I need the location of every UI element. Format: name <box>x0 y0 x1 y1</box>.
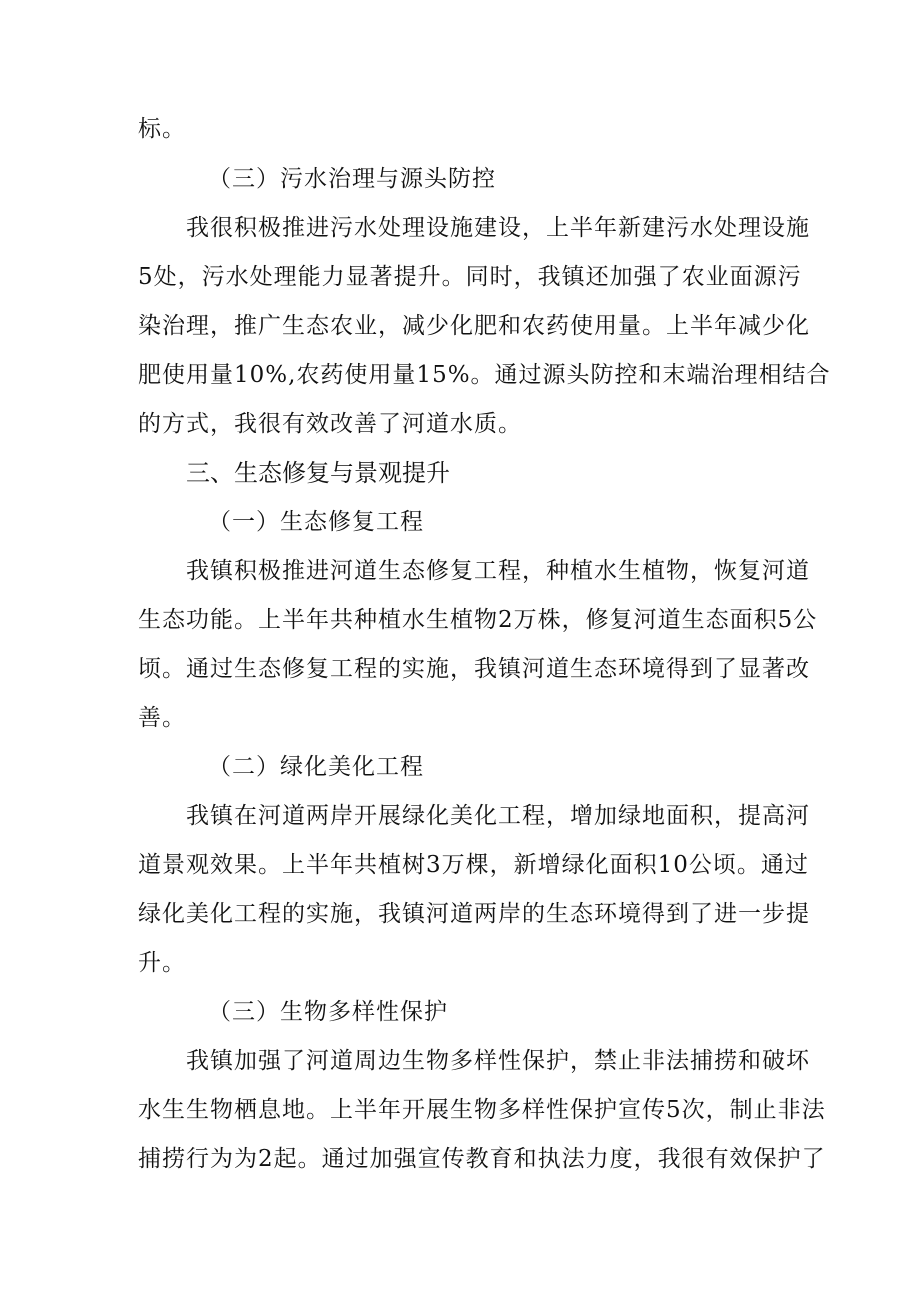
section-subheading: （三）生物多样性保护 <box>208 999 448 1025</box>
paragraph-line: 我镇在河道两岸开展绿化美化工程，增加绿地面积，提高河 <box>186 803 810 829</box>
section-subheading: （一）生态修复工程 <box>208 509 424 535</box>
paragraph-line: 5处，污水处理能力显著提升。同时，我镇还加强了农业面源污 <box>138 264 802 290</box>
paragraph-line: 顷。通过生态修复工程的实施，我镇河道生态环境得到了显著改 <box>138 656 810 682</box>
paragraph-line: 水生生物栖息地。上半年开展生物多样性保护宣传5次，制止非法 <box>138 1097 826 1123</box>
paragraph-line: 我镇积极推进河道生态修复工程，种植水生植物，恢复河道 <box>186 558 810 584</box>
section-heading: 三、生态修复与景观提升 <box>186 459 450 487</box>
paragraph-line: 绿化美化工程的实施，我镇河道两岸的生态环境得到了进一步提 <box>138 901 810 927</box>
paragraph-line: 善。 <box>138 705 186 731</box>
section-subheading: （二）绿化美化工程 <box>208 754 424 780</box>
paragraph-line: 道景观效果。上半年共植树3万棵，新增绿化面积10公顷。通过 <box>138 852 809 878</box>
paragraph-line: 染治理，推广生态农业，减少化肥和农药使用量。上半年减少化 <box>138 313 810 339</box>
paragraph-line: 的方式，我很有效改善了河道水质。 <box>138 411 522 437</box>
paragraph-line: 肥使用量10%,农药使用量15%。通过源头防控和末端治理相结合 <box>138 362 831 388</box>
section-subheading: （三）污水治理与源头防控 <box>208 166 496 192</box>
paragraph-line: 标。 <box>138 116 186 142</box>
paragraph-line: 生态功能。上半年共种植水生植物2万株，修复河道生态面积5公 <box>138 607 818 633</box>
paragraph-line: 捕捞行为为2起。通过加强宣传教育和执法力度，我很有效保护了 <box>138 1146 826 1172</box>
paragraph-line: 我很积极推进污水处理设施建设，上半年新建污水处理设施 <box>186 215 810 241</box>
paragraph-line: 升。 <box>138 950 186 976</box>
paragraph-line: 我镇加强了河道周边生物多样性保护，禁止非法捕捞和破坏 <box>186 1048 810 1074</box>
